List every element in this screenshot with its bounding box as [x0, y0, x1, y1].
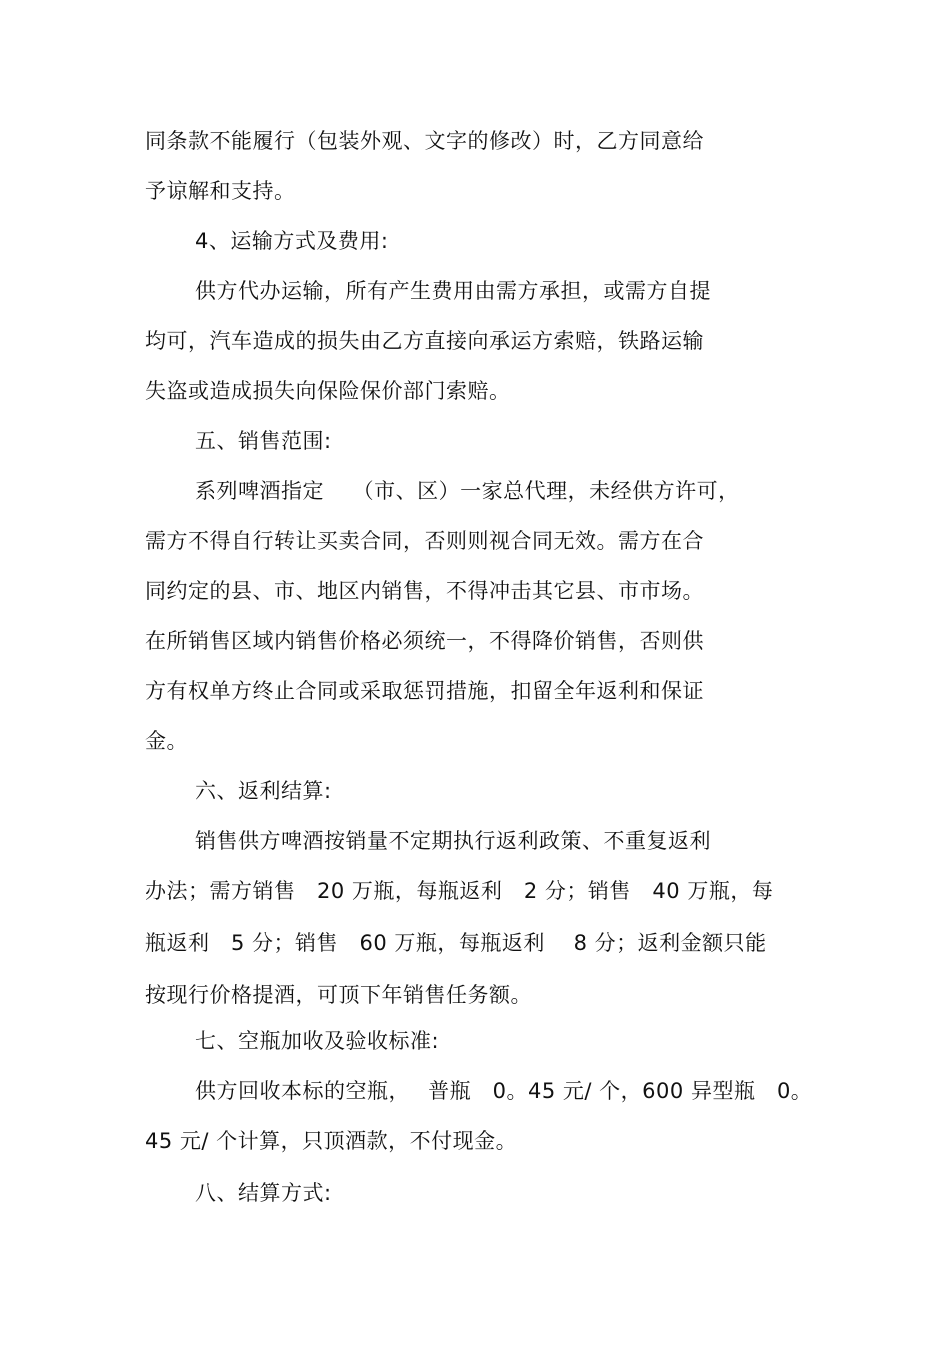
- text-line: 供方代办运输，所有产生费用由需方承担，或需方自提: [195, 279, 711, 303]
- section-heading: 七、空瓶加收及验收标准:: [195, 1029, 440, 1053]
- text-line: 失盗或造成损失向保险保价部门索赔。: [145, 379, 511, 403]
- text-line: 45 元/ 个计算，只顶酒款，不付现金。: [145, 1129, 518, 1153]
- text-line: 同约定的县、市、地区内销售，不得冲击其它县、市市场。: [145, 579, 704, 603]
- text-line: 均可，汽车造成的损失由乙方直接向承运方索赔，铁路运输: [145, 329, 704, 353]
- section-heading: 六、返利结算:: [195, 779, 332, 803]
- text-line: 金。: [145, 729, 188, 753]
- text-line: 予谅解和支持。: [145, 179, 296, 203]
- text-line: 同条款不能履行（包装外观、文字的修改）时，乙方同意给: [145, 129, 704, 153]
- text-line: 在所销售区域内销售价格必须统一，不得降价销售，否则供: [145, 629, 704, 653]
- section-heading: 八、结算方式:: [195, 1181, 332, 1205]
- text-line: 瓶返利 5 分；销售 60 万瓶，每瓶返利 8 分；返利金额只能: [145, 931, 767, 955]
- section-heading: 五、销售范围:: [195, 429, 332, 453]
- section-heading: 4、运输方式及费用:: [195, 229, 389, 253]
- text-line: 供方回收本标的空瓶， 普瓶 0。45 元/ 个，600 异型瓶 0。: [195, 1079, 813, 1103]
- text-line: 按现行价格提酒，可顶下年销售任务额。: [145, 983, 532, 1007]
- text-line: 方有权单方终止合同或采取惩罚措施，扣留全年返利和保证: [145, 679, 704, 703]
- text-line: 销售供方啤酒按销量不定期执行返利政策、不重复返利: [195, 829, 711, 853]
- text-line: 办法；需方销售 20 万瓶，每瓶返利 2 分；销售 40 万瓶，每: [145, 879, 774, 903]
- text-line: 系列啤酒指定 （市、区）一家总代理，未经供方许可，: [195, 479, 740, 503]
- text-line: 需方不得自行转让买卖合同，否则则视合同无效。需方在合: [145, 529, 704, 553]
